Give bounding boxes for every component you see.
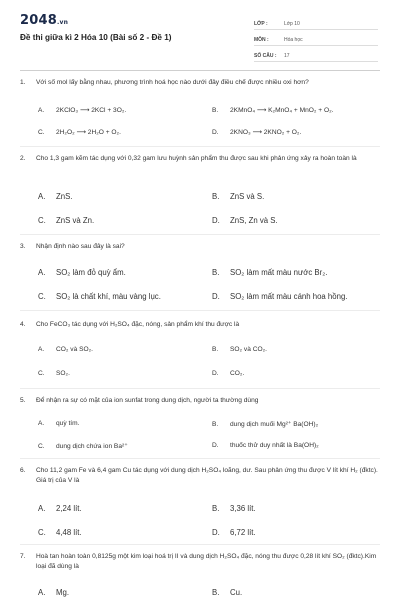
option-text: ZnS. bbox=[56, 192, 73, 201]
option-b[interactable] bbox=[212, 268, 327, 277]
option-d[interactable] bbox=[212, 442, 319, 449]
option-text: ZnS, Zn và S. bbox=[230, 216, 278, 225]
page-title: Đề thi giữa kì 2 Hóa 10 (Bài số 2 - Đề 1) bbox=[20, 33, 172, 42]
option-c[interactable] bbox=[38, 216, 94, 225]
option-letter: A. bbox=[38, 588, 46, 597]
option-text: 3,36 lít. bbox=[230, 504, 256, 513]
option-letter: A. bbox=[38, 107, 45, 114]
option-text: SO₂ là chất khí, màu vàng lục. bbox=[56, 292, 161, 301]
meta-label: MÔN : bbox=[254, 37, 269, 43]
option-text: 2H₂O₂ ⟶ 2H₂O + O₂. bbox=[56, 129, 121, 136]
option-letter: A. bbox=[38, 420, 45, 427]
option-text: SO₂ làm mất màu cánh hoa hồng. bbox=[230, 292, 348, 301]
option-text: CO₂. bbox=[230, 370, 245, 377]
question-text: Hoà tan hoàn toàn 0,8125g một kim loại hoá trị II và dung dịch H₂SO₄ đặc, nóng thu được 0,28 lít khí SO₂ (đktc).Kim loại đã dùng là bbox=[36, 553, 377, 570]
question-number: 6. bbox=[20, 467, 26, 474]
option-d[interactable] bbox=[212, 128, 301, 136]
option-b[interactable] bbox=[212, 106, 334, 114]
question-divider bbox=[20, 146, 380, 147]
option-d[interactable] bbox=[212, 370, 244, 377]
option-letter: B. bbox=[212, 107, 219, 114]
option-b[interactable] bbox=[212, 192, 264, 201]
option-letter: B. bbox=[212, 588, 220, 597]
option-text: dung dịch chứa ion Ba²⁺ bbox=[56, 443, 128, 450]
meta-row-count bbox=[254, 46, 378, 62]
option-letter: B. bbox=[212, 504, 220, 513]
question bbox=[20, 552, 380, 572]
question-number: 4. bbox=[20, 321, 26, 328]
question-number: 5. bbox=[20, 397, 26, 404]
option-letter: D. bbox=[212, 216, 220, 225]
option-text: SO₂ làm đỏ quỳ ẩm. bbox=[56, 268, 126, 277]
question-text: Nhận định nào sau đây là sai? bbox=[36, 243, 125, 250]
option-text: 2,24 lít. bbox=[56, 504, 82, 513]
question-divider bbox=[20, 544, 380, 545]
option-c[interactable] bbox=[38, 442, 128, 450]
option-text: thuốc thử duy nhất là Ba(OH)₂ bbox=[230, 442, 319, 449]
option-text: quỳ tím. bbox=[56, 420, 80, 427]
option-text: CO₂ và SO₂. bbox=[56, 346, 93, 353]
site-logo[interactable] bbox=[20, 13, 68, 28]
option-letter: C. bbox=[38, 443, 45, 450]
question-text: Cho 11,2 gam Fe và 6,4 gam Cu tác dụng với dung dịch H₂SO₄ loãng, dư. Sau phản ứng thu được V lít khí H₂ (đktc). Giá trị của V là bbox=[36, 467, 378, 484]
option-c[interactable] bbox=[38, 528, 82, 537]
option-text: SO₂ và CO₂. bbox=[230, 346, 267, 353]
option-a[interactable] bbox=[38, 346, 93, 353]
option-letter: C. bbox=[38, 129, 45, 136]
option-letter: B. bbox=[212, 346, 219, 353]
option-b[interactable] bbox=[212, 420, 318, 428]
option-a[interactable] bbox=[38, 106, 126, 114]
option-c[interactable] bbox=[38, 292, 161, 301]
option-text: Cu. bbox=[230, 588, 243, 597]
option-a[interactable] bbox=[38, 192, 72, 201]
option-text: 2KMnO₄ ⟶ K₂MnO₄ + MnO₂ + O₂. bbox=[230, 107, 334, 114]
option-letter: C. bbox=[38, 216, 46, 225]
option-text: 2KNO₃ ⟶ 2KNO₂ + O₂. bbox=[230, 129, 302, 136]
meta-row-subject bbox=[254, 30, 378, 46]
option-letter: D. bbox=[212, 370, 219, 377]
logo-tld: .vn bbox=[56, 19, 69, 26]
option-d[interactable] bbox=[212, 292, 347, 301]
option-text: 4,48 lít. bbox=[56, 528, 82, 537]
option-b[interactable] bbox=[212, 346, 267, 353]
option-text: Mg. bbox=[56, 588, 69, 597]
option-text: SO₂ làm mất màu nước Br₂. bbox=[230, 268, 328, 277]
option-d[interactable] bbox=[212, 528, 256, 537]
option-letter: A. bbox=[38, 192, 46, 201]
header-divider bbox=[20, 70, 380, 71]
question bbox=[20, 242, 380, 252]
question bbox=[20, 154, 380, 164]
question-text: Cho 1,3 gam kẽm tác dụng với 0,32 gam lưu huỳnh sản phẩm thu được sau khi phản ứng xảy ra hoàn toàn là bbox=[36, 155, 357, 162]
option-letter: B. bbox=[212, 421, 219, 428]
question bbox=[20, 320, 380, 330]
question-divider bbox=[20, 388, 380, 389]
option-a[interactable] bbox=[38, 268, 126, 277]
question bbox=[20, 466, 380, 486]
question-text: Cho FeCO₃ tác dụng với H₂SO₄ đặc, nóng, sản phẩm khí thu được là bbox=[36, 321, 240, 328]
option-text: ZnS và S. bbox=[230, 192, 265, 201]
option-text: 6,72 lít. bbox=[230, 528, 256, 537]
option-text: 2KClO₃ ⟶ 2KCl + 3O₂. bbox=[56, 107, 127, 114]
question-number: 3. bbox=[20, 243, 26, 250]
option-text: dung dịch muối Mg²⁺ Ba(OH)₂ bbox=[230, 421, 319, 428]
option-c[interactable] bbox=[38, 128, 121, 136]
question-number: 7. bbox=[20, 553, 26, 560]
meta-value: Hóa học bbox=[284, 37, 303, 43]
option-letter: B. bbox=[212, 192, 220, 201]
option-letter: B. bbox=[212, 268, 220, 277]
question-text: Để nhận ra sự có mặt của ion sunfat trong dung dịch, người ta thường dùng bbox=[36, 397, 259, 404]
option-letter: A. bbox=[38, 504, 46, 513]
option-text: SO₂. bbox=[56, 370, 70, 377]
exam-meta bbox=[254, 14, 378, 62]
option-a[interactable] bbox=[38, 504, 82, 513]
question-divider bbox=[20, 234, 380, 235]
option-d[interactable] bbox=[212, 216, 278, 225]
option-letter: A. bbox=[38, 346, 45, 353]
meta-row-class bbox=[254, 14, 378, 30]
question-number: 2. bbox=[20, 155, 26, 162]
option-a[interactable] bbox=[38, 588, 69, 597]
option-c[interactable] bbox=[38, 370, 70, 377]
option-b[interactable] bbox=[212, 504, 256, 513]
question-text: Với số mol lấy bằng nhau, phương trình hoá học nào dưới đây điều chế được nhiều oxi hơn? bbox=[36, 79, 309, 86]
question-divider bbox=[20, 310, 380, 311]
question-divider bbox=[20, 458, 380, 459]
meta-value: 17 bbox=[284, 53, 290, 59]
option-letter: D. bbox=[212, 292, 220, 301]
option-b[interactable] bbox=[212, 588, 242, 597]
question bbox=[20, 78, 380, 88]
option-letter: C. bbox=[38, 370, 45, 377]
question-number: 1. bbox=[20, 79, 26, 86]
meta-label: LỚP : bbox=[254, 21, 268, 27]
option-letter: D. bbox=[212, 528, 220, 537]
option-letter: C. bbox=[38, 528, 46, 537]
option-text: ZnS và Zn. bbox=[56, 216, 95, 225]
question bbox=[20, 396, 380, 406]
meta-label: SỐ CÂU : bbox=[254, 53, 277, 59]
option-a[interactable] bbox=[38, 420, 79, 427]
option-letter: D. bbox=[212, 442, 219, 449]
logo-text: 2048 bbox=[20, 13, 57, 28]
option-letter: C. bbox=[38, 292, 46, 301]
meta-value: Lớp 10 bbox=[284, 21, 300, 27]
option-letter: A. bbox=[38, 268, 46, 277]
option-letter: D. bbox=[212, 129, 219, 136]
header bbox=[0, 0, 400, 66]
